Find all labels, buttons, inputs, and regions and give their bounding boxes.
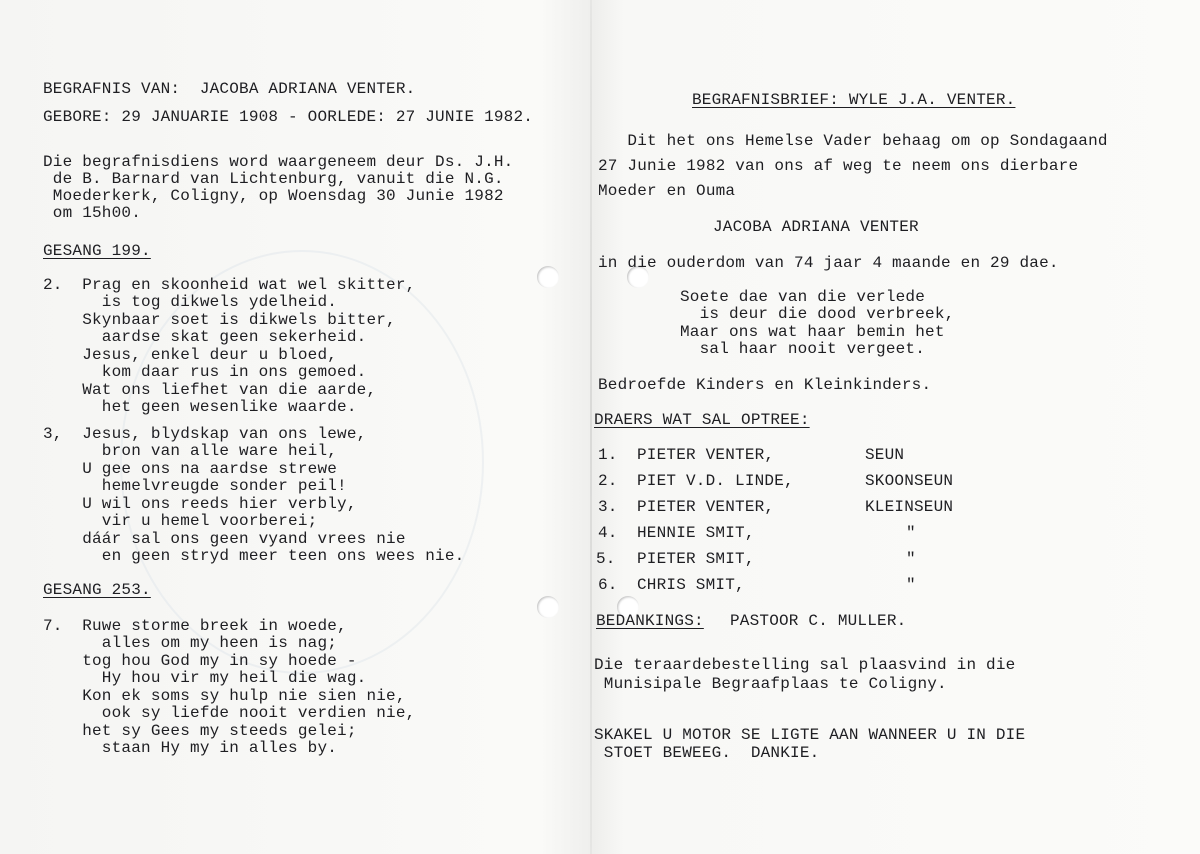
poem-line: sal haar nooit vergeet. [680, 340, 926, 358]
intro-line: Dit het ons Hemelse Vader behaag om op Sondagaand [598, 132, 1108, 150]
burial-line: Munisipale Begraafplaas te Coligny. [594, 675, 947, 693]
funeral-letter-heading: BEGRAFNISBRIEF: WYLE J.A. VENTER. [692, 91, 1016, 109]
hymn-verse-line: Hy hou vir my heil die wag. [43, 669, 367, 687]
bearer-name: PIET V.D. LINDE, [637, 472, 794, 490]
page-fold [590, 0, 592, 854]
hymn-verse-line: bron van alle ware heil, [43, 442, 338, 460]
bearer-name: HENNIE SMIT, [637, 524, 755, 542]
bearer-relation: " [906, 550, 916, 568]
bearer-name: PIETER VENTER, [637, 446, 775, 464]
thanks-label: BEDANKINGS: [596, 612, 704, 630]
hymn-verse-line: Wat ons liefhet van die aarde, [43, 381, 377, 399]
deceased-name: JACOBA ADRIANA VENTER [713, 218, 919, 236]
service-text-line: Die begrafnisdiens word waargeneem deur Ds. J.H. [43, 153, 514, 171]
age-line: in die ouderdom van 74 jaar 4 maande en 29 dae. [598, 254, 1059, 272]
bearer-relation: SEUN [865, 446, 905, 464]
notice-line: SKAKEL U MOTOR SE LIGTE AAN WANNEER U IN DIE [594, 726, 1026, 744]
punch-hole [537, 596, 559, 618]
notice-line: STOET BEWEEG. DANKIE. [594, 744, 820, 762]
hymn-verse-line: Jesus, enkel deur u bloed, [43, 346, 338, 364]
hymn-verse-line: U gee ons na aardse strewe [43, 460, 338, 478]
hymn-verse-line: tog hou God my in sy hoede - [43, 652, 357, 670]
burial-line: Die teraardebestelling sal plaasvind in die [594, 656, 1016, 674]
bearer-relation: " [906, 576, 916, 594]
hymn-verse-line: ook sy liefde nooit verdien nie, [43, 704, 416, 722]
hymn-253-heading: GESANG 253. [43, 581, 151, 599]
hymn-verse-line: kom daar rus in ons gemoed. [43, 363, 367, 381]
bearer-number: 4. [598, 524, 618, 542]
hymn-verse-line: staan Hy my in alles by. [43, 739, 338, 757]
poem-line: Soete dae van die verlede [680, 288, 926, 306]
hymn-verse-line: Skynbaar soet is dikwels bitter, [43, 311, 396, 329]
hymn-verse-line: en geen stryd meer teen ons wees nie. [43, 547, 465, 565]
family-line: Bedroefde Kinders en Kleinkinders. [598, 376, 932, 394]
hymn-verse-line: dáár sal ons geen vyand vrees nie [43, 530, 406, 548]
hymn-verse-line: Kon ek soms sy hulp nie sien nie, [43, 687, 406, 705]
poem-line: Maar ons wat haar bemin het [680, 323, 945, 341]
punch-hole [537, 266, 559, 288]
bearer-number: 3. [598, 498, 618, 516]
bearer-number: 6. [598, 576, 618, 594]
bearer-number: 1. [598, 446, 618, 464]
bearer-name: CHRIS SMIT, [637, 576, 745, 594]
service-text-line: de B. Barnard van Lichtenburg, vanuit die N.G. [43, 170, 504, 188]
intro-line: Moeder en Ouma [598, 182, 736, 200]
hymn-verse-line: U wil ons reeds hier verbly, [43, 495, 357, 513]
hymn-verse-line: vir u hemel voorberei; [43, 512, 318, 530]
bearers-heading-text: DRAERS WAT SAL OPTREE: [594, 411, 810, 429]
hymn-199-heading: GESANG 199. [43, 242, 151, 260]
bearer-number: 5. [596, 550, 616, 568]
bearer-name: PIETER SMIT, [637, 550, 755, 568]
service-text-line: om 15h00. [43, 204, 142, 222]
hymn-verse-line: hemelvreugde sonder peil! [43, 477, 347, 495]
bearer-relation: KLEINSEUN [865, 498, 954, 516]
hymn-verse-line: 2. Prag en skoonheid wat wel skitter, [43, 276, 416, 294]
intro-line: 27 Junie 1982 van ons af weg te neem ons dierbare [598, 157, 1079, 175]
hymn-verse-line: het geen wesenlike waarde. [43, 398, 357, 416]
bearer-relation: SKOONSEUN [865, 472, 954, 490]
bearers-heading [594, 411, 810, 429]
bearer-name: PIETER VENTER, [637, 498, 775, 516]
hymn-verse-line: 3, Jesus, blydskap van ons lewe, [43, 425, 367, 443]
hymn-verse-line: aardse skat geen sekerheid. [43, 328, 367, 346]
hymn-verse-line: het sy Gees my steeds gelei; [43, 722, 357, 740]
dates-line: GEBORE: 29 JANUARIE 1908 - OORLEDE: 27 JUNIE 1982. [43, 108, 534, 126]
funeral-of-line: BEGRAFNIS VAN: JACOBA ADRIANA VENTER. [43, 80, 416, 98]
hymn-verse-line: alles om my heen is nag; [43, 634, 338, 652]
thanks-value: PASTOOR C. MULLER. [730, 612, 907, 630]
poem-line: is deur die dood verbreek, [680, 305, 955, 323]
hymn-verse-line: is tog dikwels ydelheid. [43, 293, 338, 311]
service-text-line: Moederkerk, Coligny, op Woensdag 30 Junie 1982 [43, 187, 504, 205]
hymn-verse-line: 7. Ruwe storme breek in woede, [43, 617, 347, 635]
bearer-relation: " [906, 524, 916, 542]
bearer-number: 2. [598, 472, 618, 490]
